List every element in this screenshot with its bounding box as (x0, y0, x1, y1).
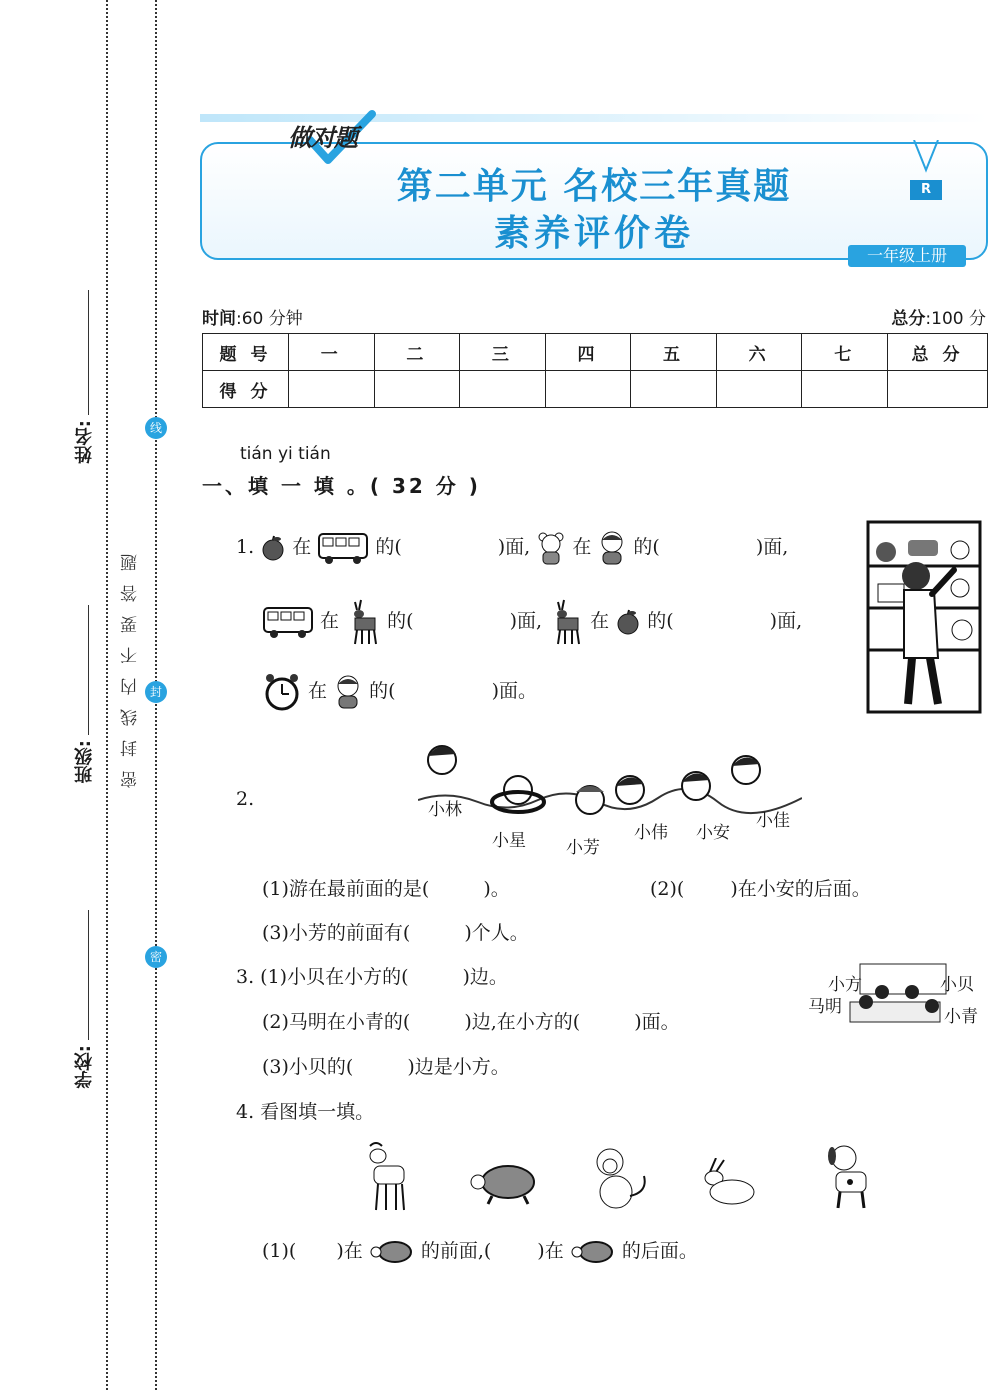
turtle-icon (369, 1238, 415, 1266)
question-text: 的后面。 (621, 1240, 698, 1262)
table-cell: 二 (374, 334, 460, 371)
table-cell: 得 分 (203, 371, 289, 408)
q1-line2 (262, 598, 802, 646)
q3-part3 (262, 1052, 510, 1079)
text-zai: 在 (590, 610, 610, 632)
question-text: (2)( (650, 878, 685, 900)
q1-line3 (262, 672, 537, 712)
question-text: (3)小贝的( (262, 1056, 354, 1078)
ribbon-icon (910, 140, 942, 180)
figure-label: 小芳 (566, 838, 600, 858)
seal-warning: 密封线内不要答题 (121, 540, 141, 788)
question-text: (1)游在最前面的是( (262, 878, 430, 900)
clock-icon (262, 672, 302, 712)
score-input-cell[interactable] (545, 371, 631, 408)
score-row (203, 371, 988, 408)
edition-badge: R (910, 180, 942, 200)
table-cell: 四 (545, 334, 631, 371)
question-text: (2)马明在小青的( (262, 1011, 411, 1033)
text-mian: )面, (509, 610, 543, 632)
school-label: 学校: (74, 1045, 95, 1089)
question-text: )边,在小方的( (464, 1011, 581, 1033)
text-de: 的( (633, 536, 660, 558)
question-text: )个人。 (464, 922, 529, 944)
question-text: 的前面,( (420, 1240, 492, 1262)
figure-label: 小贝 (940, 975, 974, 995)
text-zai: 在 (292, 536, 312, 558)
doll-icon (597, 530, 627, 566)
score-input-cell[interactable] (631, 371, 717, 408)
figure-label: 小林 (428, 800, 462, 820)
seal-mark-xian: 线 (145, 417, 167, 439)
text-mian: )面, (769, 610, 803, 632)
score-table-header (203, 334, 988, 371)
bear-icon (536, 531, 566, 565)
figure-label: 小星 (492, 831, 526, 851)
table-cell: 题 号 (203, 334, 289, 371)
section-pinyin: tián yi tián (240, 444, 331, 464)
name-blank[interactable] (88, 290, 89, 415)
text-de: 的( (369, 680, 396, 702)
name-label: 姓名: (74, 420, 95, 464)
bus-icon (317, 530, 369, 566)
page-subtitle: 素养评价卷 (493, 213, 694, 254)
question-text: )在 (537, 1240, 564, 1262)
class-label: 班级: (74, 740, 95, 784)
table-cell: 五 (631, 334, 717, 371)
figure-label: 小方 (828, 975, 862, 995)
deer-icon (548, 598, 584, 646)
score-input-cell[interactable] (289, 371, 375, 408)
figure-label: 马明 (808, 997, 842, 1017)
score-table (202, 333, 988, 408)
table-cell: 三 (460, 334, 546, 371)
question-text: )边。 (462, 966, 508, 988)
score-input-cell[interactable] (802, 371, 888, 408)
time-info (202, 304, 303, 329)
seal-mark-mi: 密 (145, 946, 167, 968)
text-zai: 在 (320, 610, 340, 632)
question-number: 2. (236, 788, 255, 810)
score-input-cell[interactable] (716, 371, 802, 408)
table-cell: 七 (802, 334, 888, 371)
figure-label: 小青 (944, 1007, 978, 1027)
shelf-illustration (864, 518, 984, 716)
question-text: (3)小芳的前面有( (262, 922, 411, 944)
question-text: (1)( (262, 1240, 297, 1262)
score-input-cell[interactable] (888, 371, 988, 408)
seal-mark-feng: 封 (145, 681, 167, 703)
animals-row (360, 1140, 882, 1216)
text-mian: )面, (755, 536, 789, 558)
apple-icon (615, 609, 641, 635)
turtle-icon (468, 1158, 544, 1206)
q2-part2 (650, 874, 871, 901)
q2-part1 (262, 874, 510, 901)
q1-line1 (236, 530, 788, 566)
apple-icon (260, 535, 286, 561)
figure-label: 小伟 (634, 823, 668, 843)
table-cell: 总 分 (888, 334, 988, 371)
page-title: 第二单元 名校三年真题 (396, 166, 792, 207)
question-text: )在小安的后面。 (730, 878, 871, 900)
total-info (891, 304, 986, 329)
doll-icon (333, 674, 363, 710)
text-zai: 在 (308, 680, 328, 702)
question-number: 1. (236, 536, 255, 558)
table-cell: 六 (716, 334, 802, 371)
text-mian: )面, (497, 536, 531, 558)
text-mian: )面。 (491, 680, 537, 702)
text-de: 的( (647, 610, 674, 632)
figure-label: 小安 (696, 823, 730, 843)
question-text: )在 (336, 1240, 363, 1262)
q3-part2 (262, 1007, 680, 1034)
grade-tag: 一年级上册 (848, 245, 966, 267)
question-text: )面。 (634, 1011, 680, 1033)
dog-icon (822, 1142, 878, 1212)
q3-part1 (236, 962, 508, 989)
turtle-icon (570, 1238, 616, 1266)
brand-logo: 做对题 (288, 124, 357, 152)
school-blank[interactable] (88, 910, 89, 1040)
goat-icon (364, 1140, 408, 1214)
section-title: 一、填 一 填 。( 32 分 ) (202, 474, 481, 498)
swimming-kids-illustration (418, 740, 802, 852)
bus-icon (262, 604, 314, 640)
q4-part1 (262, 1236, 698, 1266)
rabbit-icon (688, 1158, 758, 1208)
time-label: 时间 (202, 309, 236, 329)
time-value: :60 分钟 (236, 309, 303, 329)
text-zai: 在 (572, 536, 592, 558)
table-cell: 一 (289, 334, 375, 371)
question-text: )边是小方。 (407, 1056, 510, 1078)
q4-title: 4. 看图填一填。 (236, 1101, 375, 1123)
text-de: 的( (387, 610, 414, 632)
total-value: :100 分 (925, 309, 986, 329)
q2-part3 (262, 918, 529, 945)
monkey-icon (590, 1146, 652, 1212)
score-input-cell[interactable] (374, 371, 460, 408)
deer-icon (345, 598, 381, 646)
question-text: )。 (483, 878, 510, 900)
class-blank[interactable] (88, 605, 89, 735)
binding-dotted-line (106, 0, 108, 1390)
text-de: 的( (375, 536, 402, 558)
figure-label: 小佳 (756, 811, 790, 831)
total-label: 总分 (891, 309, 926, 329)
question-text: 3. (1)小贝在小方的( (236, 966, 409, 988)
score-input-cell[interactable] (460, 371, 546, 408)
